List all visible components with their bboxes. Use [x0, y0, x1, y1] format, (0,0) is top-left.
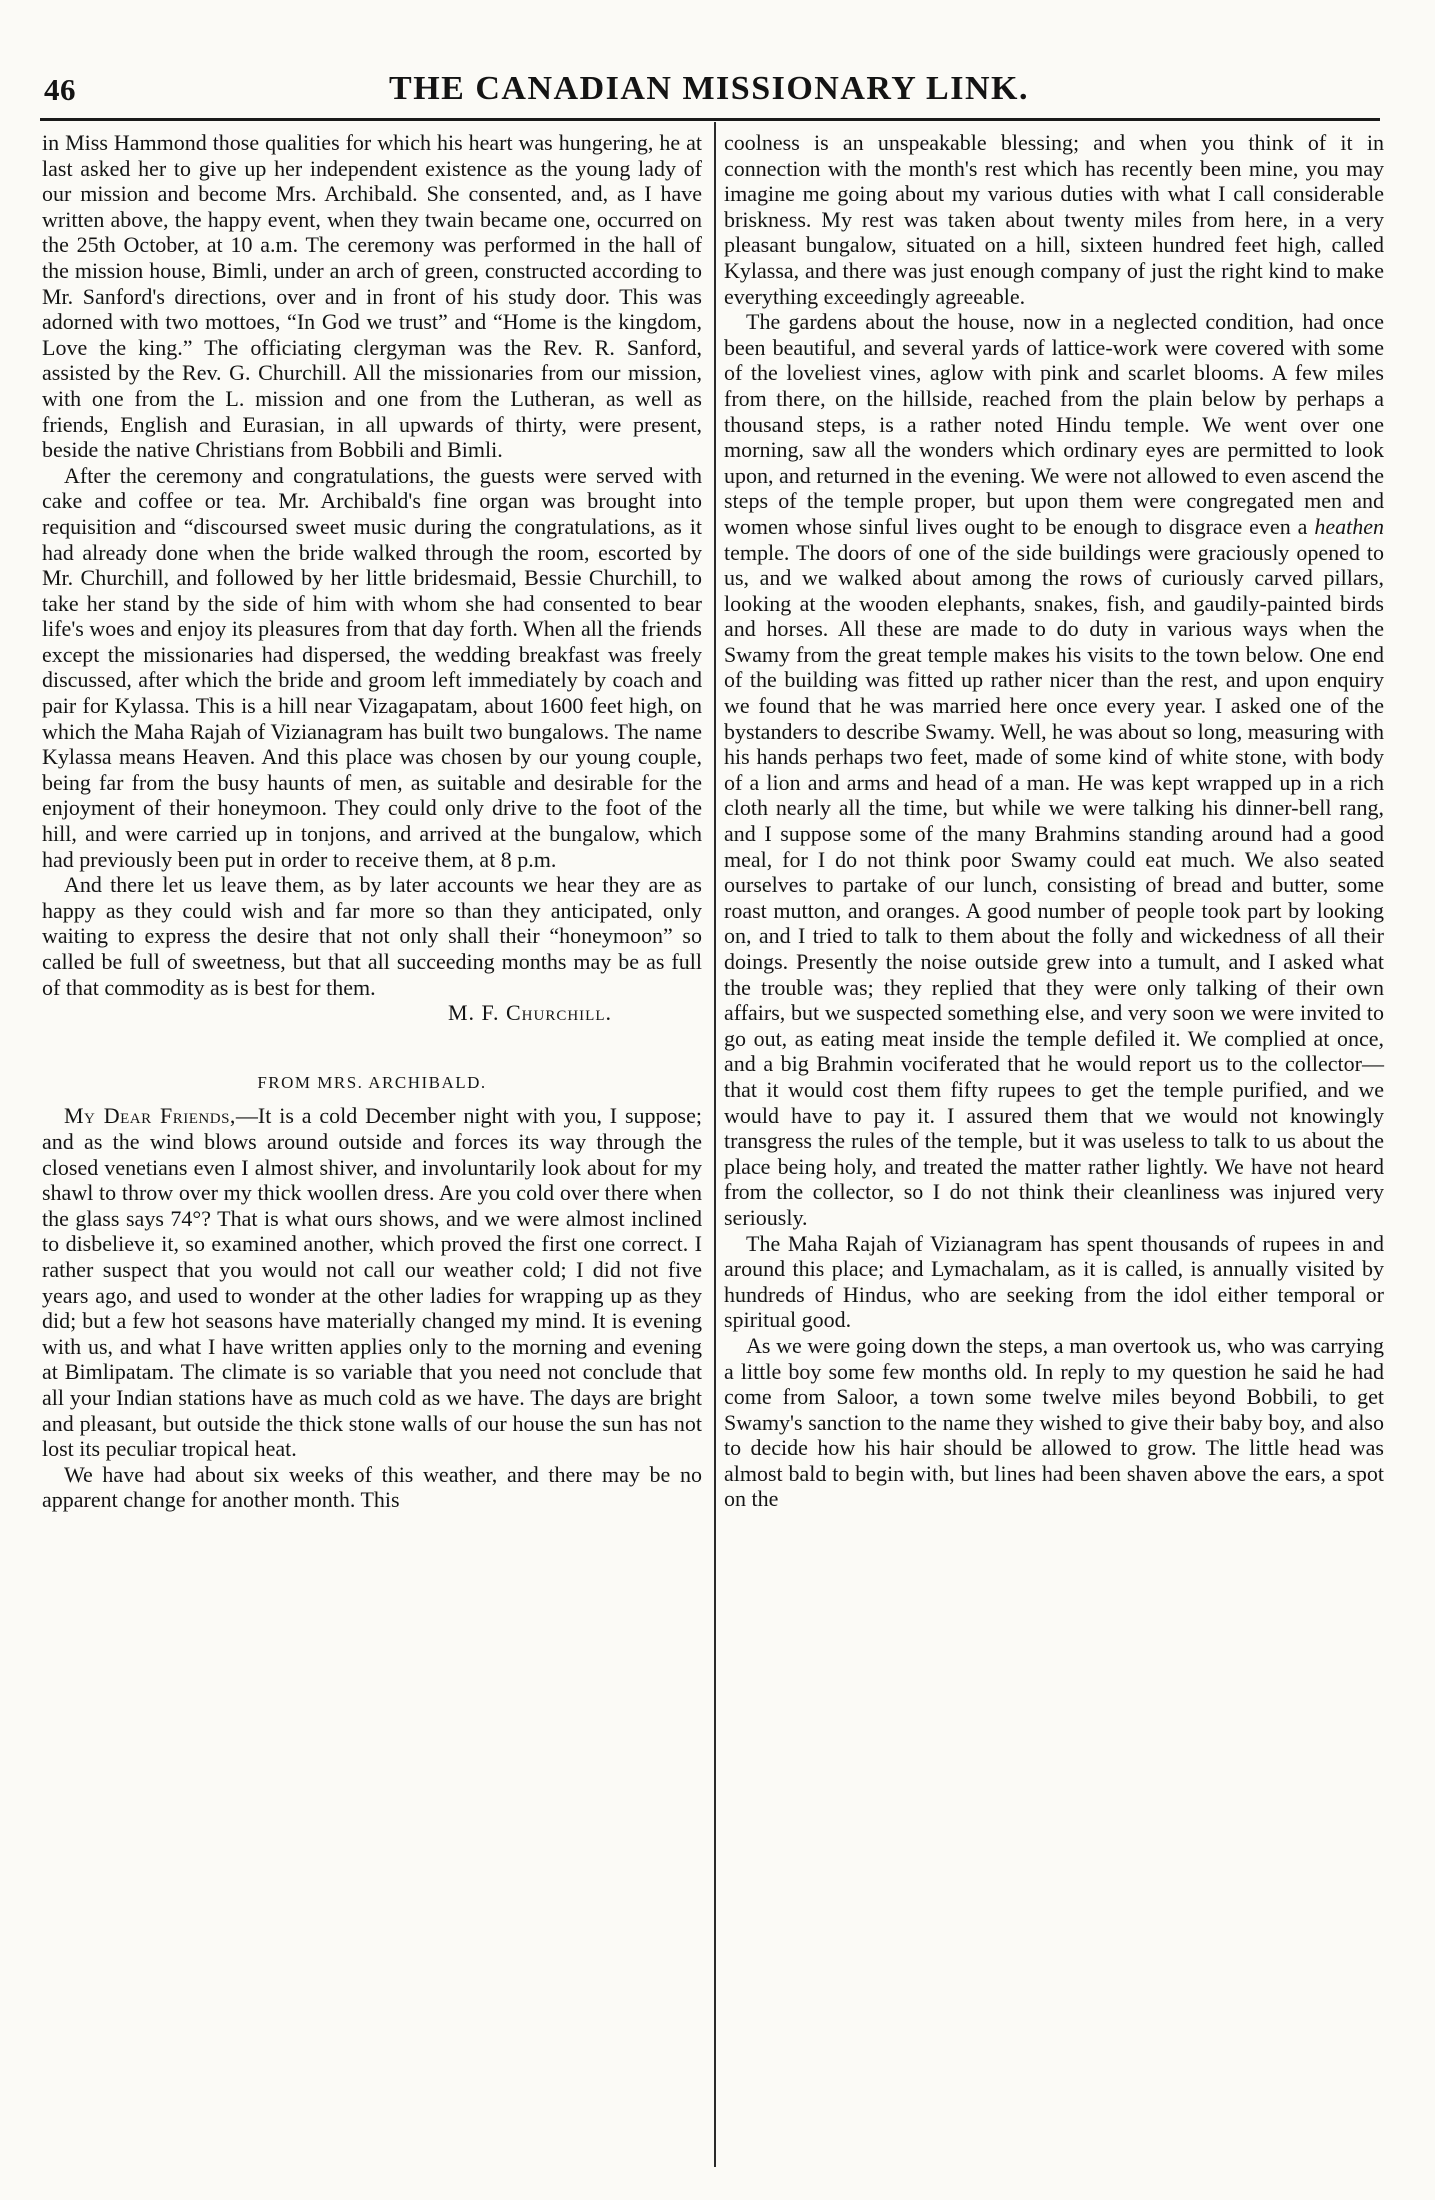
page-header — [44, 66, 1374, 114]
paragraph-text: temple. The doors of one of the side buildings were graciously opened to us, and we walked about among the rows of curiously carved pillars, looking at the wooden elephants, snakes, fish, and gaudily-painted birds and horses. All these are made to do duty in various ways when the Swamy from the great temple makes his visits to the town below. One end of the building was fitted up rather nicer than the rest, and upon enquiry we found that he was married here once every year. I asked one of the bystanders to describe Swamy. Well, he was about so long, measuring with his hands perhaps two feet, made of some kind of white stone, with body of a lion and arms and head of a man. He was kept wrapped up in a rich cloth nearly all the time, but while we were talking his dinner-bell rang, and I suppose some of the many Brahmins standing around had a good meal, for I do not think poor Swamy could eat much. We also seated ourselves to partake of our lunch, consisting of bread and butter, some roast mutton, and oranges. A good number of people took part by looking on, and I tried to talk to them about the folly and wickedness of all their doings. Presently the noise outside grew into a tumult, and I asked what the trouble was; they replied that they were only talking of their own affairs, but we suspected something else, and very soon we were invited to go out, as eating meat inside the temple defiled it. We complied at once, and a big Brahmin vociferated that he would report us to the collector—that it would cost them fifty rupees to get the temple purified, and we would have to pay it. I assured them that we would not knowingly transgress the rules of the temple, but it was useless to talk to us about the place being holy, and treated the matter rather lightly. We have not heard from the collector, so I do not think their cleanliness was injured very seriously. — [724, 539, 1384, 1230]
left-column — [42, 130, 702, 1513]
paragraph: We have had about six weeks of this weather, and there may be no apparent change for another month. This — [42, 1461, 702, 1513]
paragraph-text: —It is a cold December night with you, I suppose; and as the wind blows around outside and forces its way through the closed venetians even I almost shiver, and involuntarily look about for my shawl to throw over my thick woollen dress. Are you cold over there when the glass says 74°? That is what ours shows, and we were almost inclined to disbelieve it, so examined another, which proved the first one correct. I rather suspect that you would not call our weather cold; I did not five years ago, and used to wonder at the other ladies for wrapping up as they did; but a few hot seasons have materially changed my mind. It is evening with us, and what I have written applies only to the morning and evening at Bimlipatam. The climate is so variable that you need not conclude that all your Indian stations have as much cold as we have. The days are bright and pleasant, but outside the thick stone walls of our house the sun has not lost its peculiar tropical heat. — [42, 1103, 702, 1462]
paragraph: And there let us leave them, as by later accounts we hear they are as happy as they could wish and far more so than they anticipated, only waiting to express the desire that not only shall their “honeymoon” so called be full of sweetness, but that all succeeding months may be as full of that commodity as is best for them. — [42, 872, 702, 1000]
letter-opening-paragraph — [42, 1103, 702, 1461]
paragraph: As we were going down the steps, a man overtook us, who was carrying a little boy some few months old. In reply to my question he said he had come from Saloor, a town some twelve miles beyond Bobbili, to get Swamy's sanction to the name they wished to give their baby boy, and also to decide how his hair should be allowed to grow. The little head was almost bald to begin with, but lines had been shaven above the ears, a spot on the — [724, 1332, 1384, 1512]
header-rule — [40, 118, 1380, 121]
paragraph: in Miss Hammond those qualities for which his heart was hungering, he at last asked her to give up her independent existence as the young lady of our mission and become Mrs. Archibald. She consented, and, as I have written above, the happy event, when they twain became one, occurred on the 25th October, at 10 a.m. The ceremony was performed in the hall of the mission house, Bimli, under an arch of green, constructed according to Mr. Sanford's directions, over and in front of his study door. This was adorned with two mottoes, “In God we trust” and “Home is the kingdom, Love the king.” The officiating clergyman was the Rev. R. Sanford, assisted by the Rev. G. Churchill. All the missionaries from our mission, with one from the L. mission and one from the Lutheran, as well as friends, English and Eurasian, in all upwards of thirty, were present, beside the native Christians from Bobbili and Bimli. — [42, 130, 702, 463]
signature: M. F. Churchill. — [447, 1000, 612, 1026]
section-heading: FROM MRS. ARCHIBALD. — [257, 1072, 487, 1092]
italic-word: heathen — [1314, 513, 1384, 539]
paragraph — [724, 309, 1384, 1230]
paragraph: coolness is an unspeakable blessing; and when you think of it in connection with the month's rest which has recently been mine, you may imagine me going about my various duties with what I call considerable briskness. My rest was taken about twenty miles from here, in a very pleasant bungalow, situated on a hill, sixteen hundred feet high, called Kylassa, and there was just enough company of just the right kind to make everything exceedingly agreeable. — [724, 130, 1384, 309]
salutation: My Dear Friends, — [64, 1103, 236, 1129]
right-column — [724, 130, 1384, 1512]
column-divider — [714, 122, 716, 2167]
paragraph: The Maha Rajah of Vizianagram has spent thousands of rupees in and around this place; and Lymachalam, as it is called, is annually visited by hundreds of Hindus, who are seeking from the idol either temporal or spiritual good. — [724, 1230, 1384, 1333]
paragraph-text: The gardens about the house, now in a neglected condition, had once been beautiful, and several yards of lattice-work were covered with some of the loveliest vines, aglow with pink and scarlet blooms. A few miles from there, on the hillside, reached from the plain below by perhaps a thousand steps, is a rather noted Hindu temple. We went over one morning, saw all the wonders which ordinary eyes are permitted to look upon, and returned in the evening. We were not allowed to even ascend the steps of the temple proper, but upon them were congregated men and women whose sinful lives ought to be enough to disgrace even a — [724, 309, 1384, 539]
journal-title: THE CANADIAN MISSIONARY LINK. — [389, 70, 1029, 107]
page-number: 46 — [44, 72, 76, 107]
paragraph: After the ceremony and congratulations, the guests were served with cake and coffee or tea. Mr. Archibald's fine organ was brought into requisition and “discoursed sweet music during the congratulations, as it had already done when the bride walked through the room, escorted by Mr. Churchill, and followed by her little bridesmaid, Bessie Churchill, to take her stand by the side of him with whom she had consented to bear life's woes and enjoy its pleasures from that day forth. When all the friends except the missionaries had dispersed, the wedding breakfast was freely discussed, after which the bride and groom left immediately by coach and pair for Kylassa. This is a hill near Vizagapatam, about 1600 feet high, on which the Maha Rajah of Vizianagram has built two bungalows. The name Kylassa means Heaven. And this place was chosen by our young couple, being far from the busy haunts of men, as suitable and desirable for the enjoyment of their honeymoon. They could only drive to the foot of the hill, and were carried up in tonjons, and arrived at the bungalow, which had previously been put in order to receive them, at 8 p.m. — [42, 462, 702, 872]
